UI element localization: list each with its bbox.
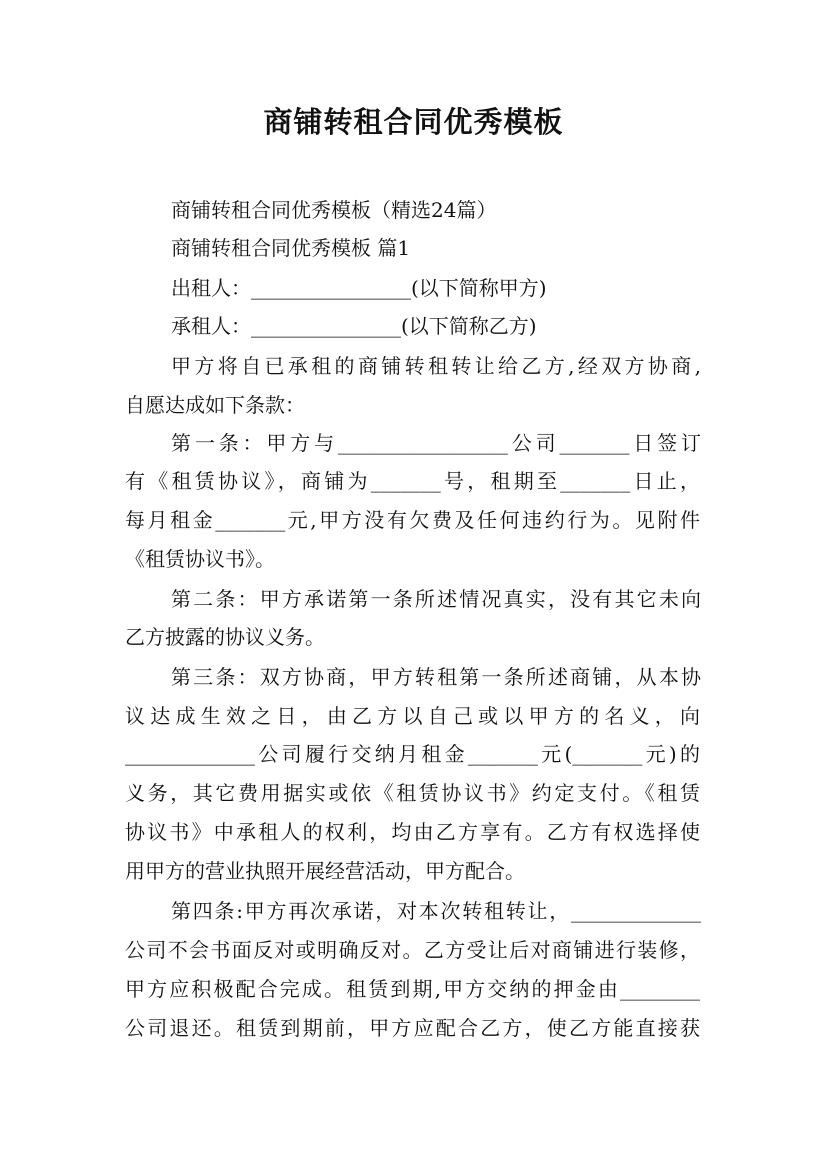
article-4-line: 公司退还。租赁到期前，甲方应配合乙方，使乙方能直接获 xyxy=(125,1016,700,1040)
intro-line: 自愿达成如下条款： xyxy=(125,393,305,417)
article-3-line: _____________公司履行交纳月租金_______元(_______元)的 xyxy=(125,742,700,766)
document-title: 商铺转租合同优秀模板 xyxy=(263,105,564,139)
article-4-line: 公司不会书面反对或明确反对。乙方受让后对商铺进行装修， xyxy=(125,938,700,962)
subtitle-line: 商铺转租合同优秀模板（精选24篇） xyxy=(171,198,497,222)
article-1-line: 每月租金_______元,甲方没有欠费及任何违约行为。见附件 xyxy=(125,508,700,532)
article-2-line: 第二条：甲方承诺第一条所述情况真实，没有其它未向 xyxy=(171,587,701,611)
article-1-line: 有《租赁协议》，商铺为_______号，租期至_______日止， xyxy=(125,469,700,493)
lessee-line: 承租人：_______________(以下简称乙方) xyxy=(171,314,537,338)
article-2-line: 乙方披露的协议义务。 xyxy=(125,625,325,649)
article-3-line: 议达成生效之日，由乙方以自己或以甲方的名义，向 xyxy=(125,704,700,728)
intro-line: 甲方将自已承租的商铺转租转让给乙方,经双方协商, xyxy=(171,354,701,378)
article-4-line: 第四条:甲方再次承诺，对本次转租转让，_____________ xyxy=(171,899,701,923)
article-4-line: 甲方应积极配合完成。租赁到期,甲方交纳的押金由________ xyxy=(125,977,700,1001)
article-3-line: 用甲方的营业执照开展经营活动，甲方配合。 xyxy=(125,859,525,883)
article-3-line: 协议书》中承租人的权利，均由乙方享有。乙方有权选择使 xyxy=(125,820,700,844)
lessor-line: 出租人：________________(以下简称甲方) xyxy=(171,276,547,300)
chapter-heading: 商铺转租合同优秀模板 篇1 xyxy=(171,236,411,260)
article-1-line: 第一条：甲方与_________________公司_______日签订 xyxy=(171,431,701,455)
article-3-line: 第三条：双方协商，甲方转租第一条所述商铺，从本协 xyxy=(171,665,701,689)
article-3-line: 义务，其它费用据实或依《租赁协议书》约定支付。《租赁 xyxy=(125,781,700,805)
article-1-line: 《租赁协议书》。 xyxy=(125,547,275,571)
